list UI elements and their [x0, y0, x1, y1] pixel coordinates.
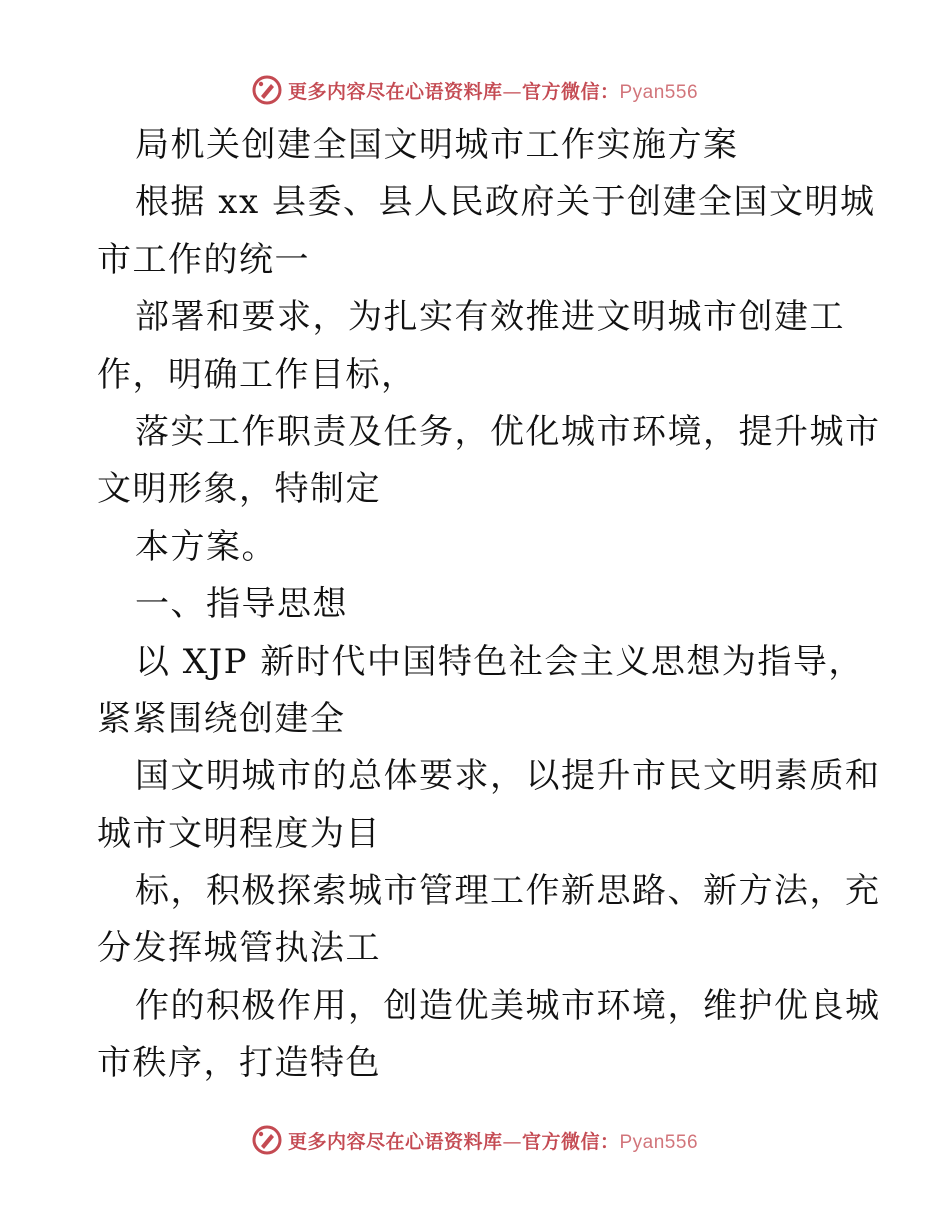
watermark-text: 更多内容尽在心语资料库—官方微信：Pyan556: [287, 1130, 699, 1153]
pen-logo-icon: [252, 75, 282, 105]
section-heading: 一、指导思想: [135, 584, 348, 625]
paragraph-line: 国文明城市的总体要求，以提升市民文明素质和: [135, 756, 881, 797]
paragraph-line: 根据 xx 县委、县人民政府关于创建全国文明城: [135, 182, 876, 223]
paragraph-line: 市秩序，打造特色: [97, 1043, 381, 1084]
pen-logo-icon: [252, 1125, 282, 1155]
paragraph-line: 文明形象，特制定: [97, 469, 381, 510]
paragraph-line: 市工作的统一: [97, 239, 310, 280]
document-body: [97, 117, 881, 1093]
document-title: 局机关创建全国文明城市工作实施方案: [135, 125, 739, 165]
paragraph-line: 本方案。: [135, 526, 277, 567]
paragraph-line: 作的积极作用，创造优美城市环境，维护优良城: [135, 985, 881, 1026]
paragraph-line: 落实工作职责及任务，优化城市环境，提升城市: [135, 411, 881, 452]
paragraph-line: 紧紧围绕创建全: [97, 698, 346, 739]
watermark-text: 更多内容尽在心语资料库—官方微信：Pyan556: [287, 80, 699, 103]
paragraph-line: 分发挥城管执法工: [97, 928, 381, 969]
paragraph-line: 以 XJP 新时代中国特色社会主义思想为指导，: [135, 641, 864, 682]
header-watermark-banner: [0, 70, 950, 110]
footer-watermark-banner: [0, 1120, 950, 1160]
paragraph-line: 作，明确工作目标，: [97, 354, 417, 395]
paragraph-line: 部署和要求，为扎实有效推进文明城市创建工: [135, 297, 845, 338]
paragraph-line: 标，积极探索城市管理工作新思路、新方法，充: [135, 871, 881, 912]
paragraph-line: 城市文明程度为目: [97, 813, 381, 854]
